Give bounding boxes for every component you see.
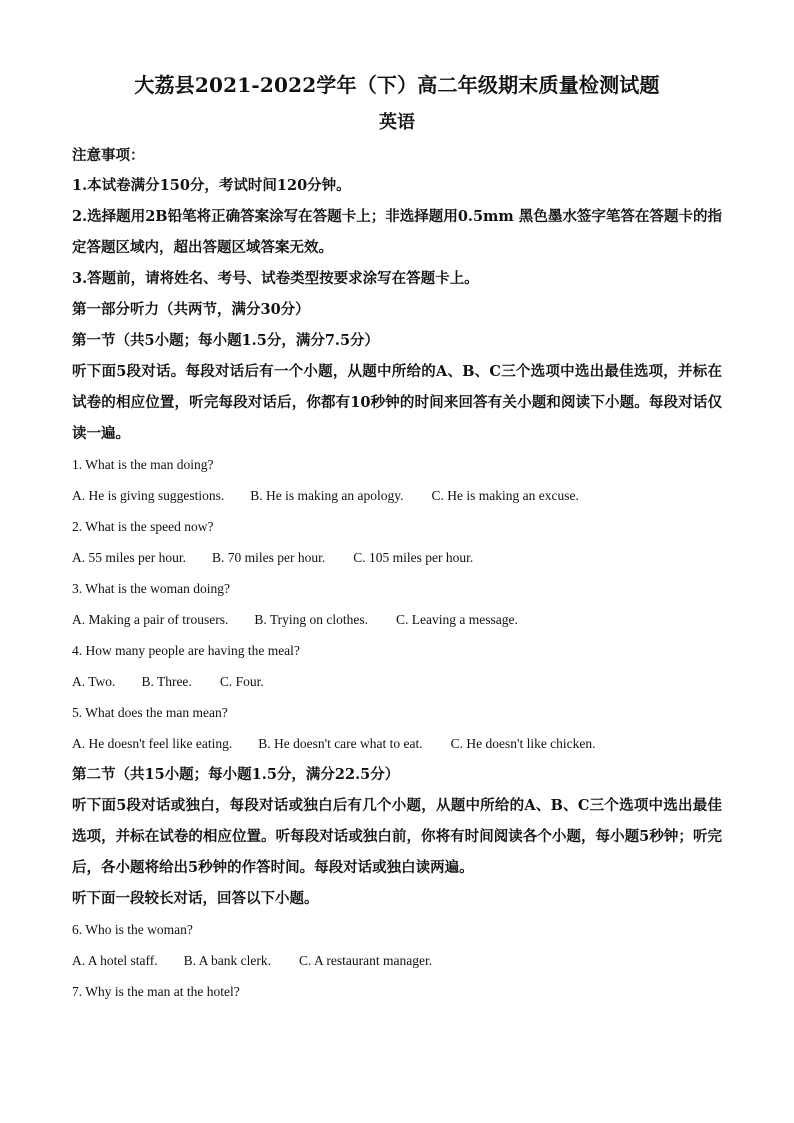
question-stem: 2. What is the speed now? — [72, 519, 214, 534]
option-a: A. He doesn't feel like eating. — [72, 736, 233, 751]
option-a: A. He is giving suggestions. — [72, 488, 225, 503]
option-a: A. A hotel staff. — [72, 953, 158, 968]
question-options — [72, 728, 722, 759]
option-c: C. He doesn't like chicken. — [450, 736, 596, 751]
note-item-1: 1.本试卷满分150分，考试时间120分钟。 — [72, 177, 351, 194]
option-a: A. Making a pair of trousers. — [72, 612, 229, 627]
note-item-3: 3.答题前，请将姓名、考号、试卷类型按要求涂写在答题卡上。 — [72, 270, 479, 287]
notes-heading: 注意事项： — [72, 147, 145, 164]
option-b: B. A bank clerk. — [183, 953, 271, 968]
option-b: B. 70 miles per hour. — [212, 550, 326, 565]
question-options — [72, 945, 722, 976]
question-stem: 1. What is the man doing? — [72, 457, 214, 472]
option-a: A. 55 miles per hour. — [72, 550, 186, 565]
section2-heading: 第二节（共15小题；每小题1.5分，满分22.5分） — [72, 766, 400, 783]
option-b: B. He doesn't care what to eat. — [258, 736, 423, 751]
question-stem: 3. What is the woman doing? — [72, 581, 230, 596]
question-options — [72, 666, 722, 697]
note-item-2: 2.选择题用2B铅笔将正确答案涂写在答题卡上；非选择题用0.5mm 黑色墨水签字笔答在答题卡的指定答题区域内，超出答题区域答案无效。 — [72, 208, 722, 256]
option-b: B. He is making an apology. — [250, 488, 404, 503]
question-options — [72, 542, 722, 573]
section1-heading: 第一节（共5小题；每小题1.5分，满分7.5分） — [72, 332, 380, 349]
part1-heading: 第一部分听力（共两节，满分30分） — [72, 301, 310, 318]
section2-lead: 听下面一段较长对话，回答以下小题。 — [72, 890, 319, 907]
section2-instructions: 听下面5段对话或独白，每段对话或独白后有几个小题，从题中所给的A、B、C三个选项中选出最佳选项，并标在试卷的相应位置。听每段对话或独白前，你将有时间阅读各个小题，每小题5秒钟；听完后，各小题将给出5秒钟的作答时间。每段对话或独白读两遍。 — [72, 797, 722, 876]
option-c: C. He is making an excuse. — [431, 488, 579, 503]
subject-title: 英语 — [379, 112, 415, 133]
question-stem: 4. How many people are having the meal? — [72, 643, 300, 658]
option-c: C. Four. — [219, 674, 264, 689]
question-stem: 5. What does the man mean? — [72, 705, 228, 720]
question-options — [72, 604, 722, 635]
option-b: B. Three. — [141, 674, 192, 689]
question-stem: 6. Who is the woman? — [72, 922, 193, 937]
exam-title: 大荔县2021-2022学年（下）高二年级期末质量检测试题 — [134, 73, 660, 97]
option-a: A. Two. — [72, 674, 116, 689]
question-options — [72, 480, 722, 511]
question-stem: 7. Why is the man at the hotel? — [72, 984, 240, 999]
option-b: B. Trying on clothes. — [254, 612, 368, 627]
option-c: C. 105 miles per hour. — [353, 550, 474, 565]
section1-instructions: 听下面5段对话。每段对话后有一个小题，从题中所给的A、B、C三个选项中选出最佳选项，并标在试卷的相应位置，听完每段对话后，你都有10秒钟的时间来回答有关小题和阅读下小题。每段对话仅读一遍。 — [72, 363, 722, 442]
option-c: C. A restaurant manager. — [299, 953, 433, 968]
option-c: C. Leaving a message. — [396, 612, 518, 627]
